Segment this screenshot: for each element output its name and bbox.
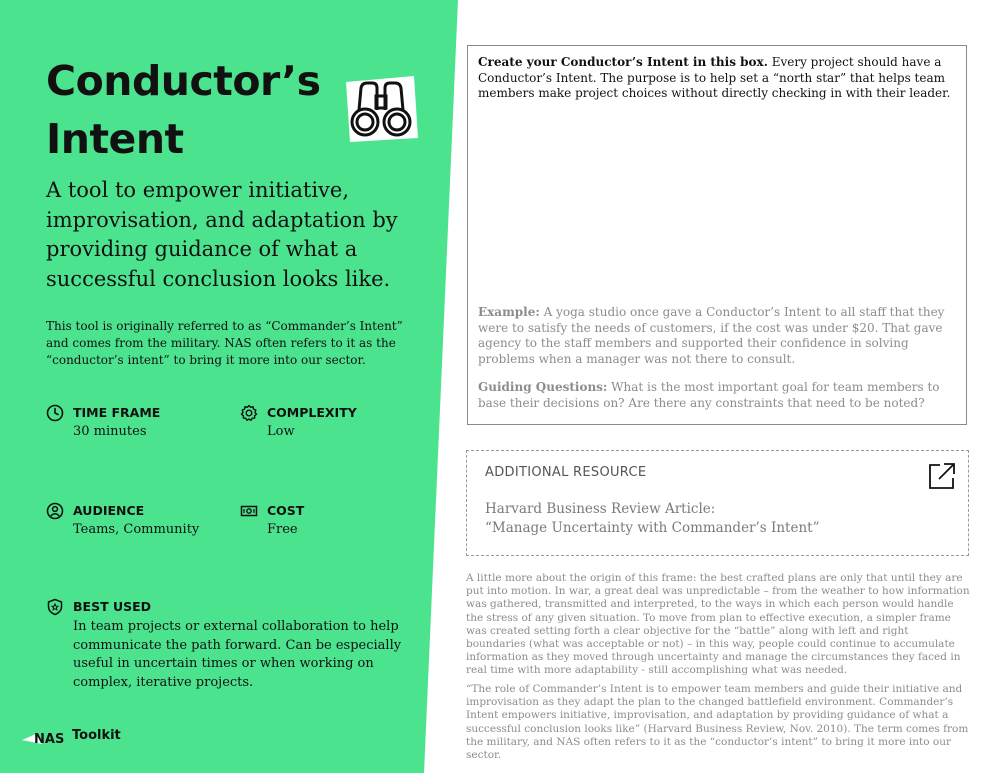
clock-icon xyxy=(46,404,64,422)
cost-block xyxy=(240,502,390,542)
guiding-questions xyxy=(478,380,948,411)
nas-toolkit-logo xyxy=(22,726,142,750)
audience-block xyxy=(46,502,226,542)
toolkit-label: Toolkit xyxy=(72,728,121,743)
nas-logo-text: NAS xyxy=(34,732,65,747)
hbr-quote-paragraph: “The role of Commander’s Intent is to empower team members and guide their initiative and improvisation as they adapt the plan to the changed battlefield environment. Commander’s Intent empowers initiative, improvisation, and adaptation by providing guidance of what a successful conclusion looks like” (Harvard Business Review, Nov. 2010). The term comes from the military, and NAS often refers to it as the “conductor’s intent” to bring it more into our sector. xyxy=(466,683,969,762)
person-icon xyxy=(46,502,64,520)
intro-paragraph: This tool is originally referred to as “Commander’s Intent” and comes from the military. NAS often refers to it as the “conductor’s intent” to bring it more into our sector. xyxy=(46,319,403,367)
nas-logo-mark xyxy=(22,726,70,750)
money-icon xyxy=(240,502,258,520)
title-line-1: Conductor’s xyxy=(46,57,321,105)
guiding-questions-label: Guiding Questions: xyxy=(478,380,608,394)
gear-icon xyxy=(240,404,258,422)
example-text: A yoga studio once gave a Conductor’s Intent to all staff that they were to satisfy the needs of customers, if the cost was under $20. That gave agency to the staff members and supported their confidence in solving problems when a manager was not there to consult. xyxy=(478,305,945,366)
time-frame-label: TIME FRAME xyxy=(73,405,161,420)
complexity-block xyxy=(240,404,390,444)
external-link-icon[interactable] xyxy=(927,461,957,491)
time-frame-value: 30 minutes xyxy=(73,424,147,439)
audience-label: AUDIENCE xyxy=(73,503,145,518)
cost-label: COST xyxy=(267,503,305,518)
intent-example xyxy=(478,305,948,367)
time-frame-block xyxy=(46,404,226,444)
title-line-2: Intent xyxy=(46,115,184,163)
origin-paragraph: A little more about the origin of this frame: the best crafted plans are only that until they are put into motion. In war, a great deal was unpredictable – from the weather to how information was gathered, transmitted and interpreted, to the ways in which each person would handle the stress of any given situation. To move from plan to effective execution, a simpler frame was created setting forth a clear objective for the “battle” along with left and right boundaries (what was acceptable or not) – in this way, people could continue to accumulate information as they moved through uncertainty and manage the circumstances they faced in real time with more adaptability - still accomplishing what was needed. xyxy=(466,572,970,677)
complexity-value: Low xyxy=(267,424,295,439)
additional-resource-label: ADDITIONAL RESOURCE xyxy=(485,465,647,480)
intent-box-instructions xyxy=(478,55,956,102)
additional-resource-box xyxy=(466,450,969,556)
intent-box-heading: Create your Conductor’s Intent in this box. xyxy=(478,55,768,69)
tagline: A tool to empower initiative, improvisation, and adaptation by providing guidance of what a successful conclusion looks like. xyxy=(46,178,398,291)
complexity-label: COMPLEXITY xyxy=(267,405,357,420)
guiding-questions-text: What is the most important goal for team members to base their decisions on? Are there any constraints that need to be noted? xyxy=(478,380,940,410)
resource-link-line-1[interactable]: Harvard Business Review Article: xyxy=(485,501,716,517)
best-used-value: In team projects or external collaboration to help communicate the path forward. Can be especially useful in uncertain times or when working on complex, iterative projects. xyxy=(73,619,402,690)
binoculars-icon xyxy=(342,74,420,144)
intent-box-heading-rest: Every project should have a Conductor’s Intent. The purpose is to help set a “north star” that helps team members make project choices without directly checking in with their leader. xyxy=(478,55,951,100)
example-label: Example: xyxy=(478,305,540,319)
audience-value: Teams, Community xyxy=(73,522,200,537)
best-used-block xyxy=(46,598,416,693)
conductors-intent-input-box[interactable] xyxy=(467,45,967,425)
cost-value: Free xyxy=(267,522,298,537)
resource-link-line-2[interactable]: “Manage Uncertainty with Commander’s Intent” xyxy=(485,520,820,536)
shield-icon xyxy=(46,598,64,616)
best-used-label: BEST USED xyxy=(73,599,152,614)
page-title xyxy=(46,52,320,168)
